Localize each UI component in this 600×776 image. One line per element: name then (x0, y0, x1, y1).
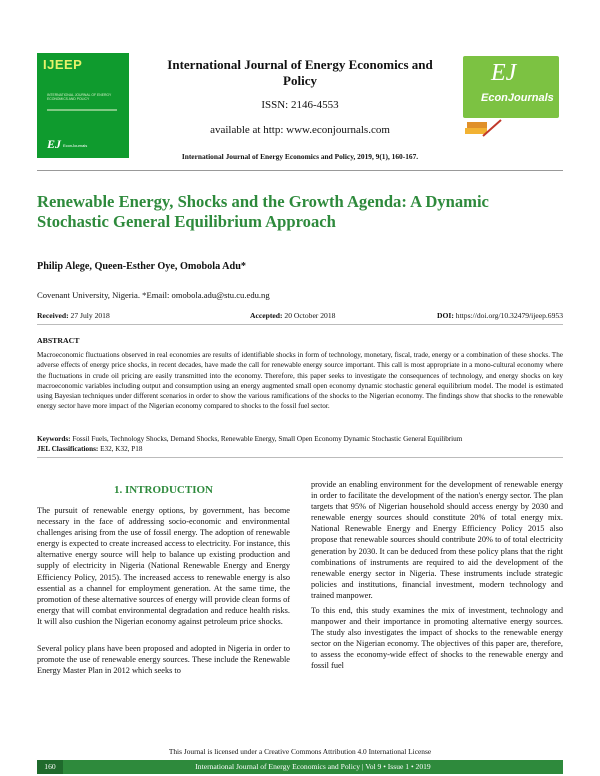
cover-ej-mark: EJ (47, 137, 62, 151)
logo-ej-mark: EJ (491, 60, 517, 86)
books-pencil-icon (463, 118, 503, 140)
doi-label: DOI: (436, 311, 454, 320)
keywords-label: Keywords: (37, 435, 71, 443)
journal-website[interactable]: available at http: www.econjournals.com (210, 124, 390, 136)
abstract-divider (37, 324, 563, 325)
article-title: Renewable Energy, Shocks and the Growth Agenda: A Dynamic Stochastic General Equilibrium Approach (37, 192, 489, 231)
keywords (37, 434, 563, 444)
abstract-heading: ABSTRACT (37, 336, 80, 345)
cover-fullname: INTERNATIONAL JOURNAL OF ENERGY ECONOMICS AND POLICY (47, 93, 112, 101)
accepted-date (250, 311, 335, 320)
journal-cover-image (37, 53, 129, 158)
keywords-value: Fossil Fuels, Technology Shocks, Demand Shocks, Renewable Energy, Small Open Economy Dynamic Stochastic General Equilibrium (72, 435, 463, 443)
paragraph: The pursuit of renewable energy options, by government, has become necessary in the face of addressing socio-economic and environmental challenges arising from the use of fossil energy. The adoption of renewable energy is expected to create increased access to electricity. For instance, this alternative energy source will help to balance up existing production and supply of electricity in Nigeria (National Renewable Energy and Energy Efficiency Policy, 2015). The increased access to renewable energy is also essential as a channel for employment generation. At the same time, the promotion of these alternative sources of energy will provide clean forms of energy that will combat environmental degradation and reduce health risks. It will also cushion the Nigerian economy against petroleum price shocks. (37, 506, 290, 626)
jel-classifications (37, 444, 563, 454)
citation: International Journal of Energy Economics and Policy, 2019, 9(1), 160-167. (181, 152, 419, 161)
issn: ISSN: 2146-4553 (261, 99, 339, 111)
cover-ej-text: EconJournals (63, 143, 88, 148)
jel-label: JEL Classifications: (37, 445, 99, 453)
body-divider (37, 457, 563, 458)
affiliation: Covenant University, Nigeria. *Email: omobola.adu@stu.cu.edu.ng (37, 290, 270, 300)
doi (437, 311, 563, 320)
authors: Philip Alege, Queen-Esther Oye, Omobola Adu* (37, 261, 246, 272)
license-note: This Journal is licensed under a Creative Commons Attribution 4.0 International License (168, 747, 432, 756)
received-label: Received: (37, 311, 69, 320)
cover-abbrev: IJEEP (43, 57, 83, 72)
econjournals-logo (463, 56, 559, 118)
abstract-text: Macroeconomic fluctuations observed in real economies are results of identifiable shocks in form of technology, monetary, fiscal, trade, energy or a combination of these shocks. The adverse effects of energy price shocks, in recent decades, have made the call for renewable energy source important. This call is most appropriate in a mono-cultural economy where the fluctuations in crude oil pricing are easily transmitted into the economy. Therefore, this paper seeks to investigate the consequences of technology, and energy shocks on key macroeconomic variables including output and consumption using an energy augmented small open economy dynamic stochastic general equilibrium model. The model is estimated using Bayesian techniques under different scenarios in order to show the various ramifications of the shocks to the Nigerian economy. The findings show that shocks to the renewable energy sector have more impact of the Nigerian economy compared to shocks to the fossil fuel sector. (37, 351, 563, 411)
logo-brand: EconJournals (481, 92, 554, 104)
accepted-value: 20 October 2018 (284, 311, 336, 320)
paragraph: To this end, this study examines the mix of investment, technology and manpower and their importance in promoting alternative energy sources. The study also investigates the impact of shocks to the renewable energy sector on the Nigerian economy. The objectives of this paper are, therefore, to assess the economy-wide effect of shocks to the renewable energy and fossil fuel (311, 606, 563, 671)
accepted-label: Accepted: (250, 311, 283, 320)
received-date (37, 311, 110, 320)
page-number: 160 (37, 760, 63, 774)
section-heading: 1. INTRODUCTION (113, 484, 213, 496)
header-divider (37, 170, 563, 171)
paragraph: Several policy plans have been proposed and adopted in Nigeria in order to promote the use of renewable energy sources. These include the Renewable Energy Master Plan in 2012 which seeks to (37, 644, 290, 676)
cover-divider (47, 109, 117, 111)
jel-value: E32, K32, P18 (100, 445, 143, 453)
paragraph: provide an enabling environment for the development of renewable energy in order to facilitate the development of the nation's energy sector. The plan targets that 95% of Nigerian household should access energy by 2030 and renewable energy sources should constitute 20% of total energy mix. National Renewable Energy and Energy Efficiency Policy 2015 also propose that renewable sources should contribute 20% to of total electricity generation by 2030. It can be deduced from these policy plans that the right combinations of instruments are required to aid the development of the renewable energy sector in Nigeria. These instruments include strategic policies and institutions, financial investment, modern technology and trained manpower. (311, 480, 563, 600)
doi-link[interactable]: https://doi.org/10.32479/ijeep.6953 (455, 311, 563, 320)
received-value: 27 July 2018 (70, 311, 110, 320)
running-footer: International Journal of Energy Economics and Policy | Vol 9 • Issue 1 • 2019 (195, 762, 431, 771)
journal-title: International Journal of Energy Economics and Policy (167, 57, 433, 88)
